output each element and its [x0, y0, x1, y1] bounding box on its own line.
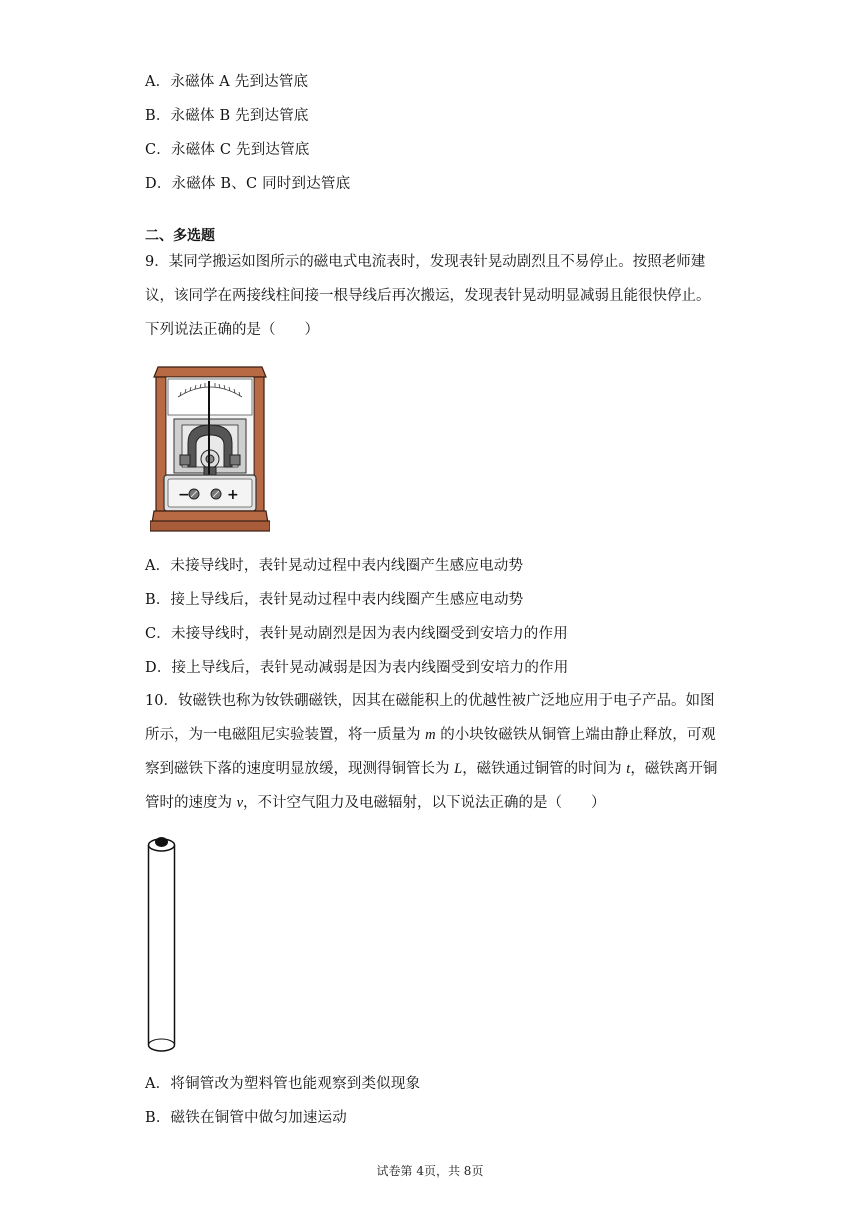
q9-option-c: C．未接导线时，表针晃动剧烈是因为表内线圈受到安培力的作用: [145, 626, 568, 642]
q10-stem-part-5: ，不计空气阻力及电磁辐射，以下说法正确的是（ ）: [243, 795, 606, 811]
q8-option-b: B．永磁体 B 先到达管底: [145, 108, 309, 124]
q10-stem-part-4: ，磁铁离开铜管时的速度为: [145, 761, 718, 811]
q10-option-b: B．磁铁在铜管中做匀加速运动: [145, 1110, 347, 1126]
page-footer: 试卷第 4页，共 8页: [376, 1164, 484, 1178]
magnet-icon: [155, 837, 168, 847]
q10-option-a: A．将铜管改为塑料管也能观察到类似现象: [145, 1076, 421, 1092]
q10-var-t: t: [626, 761, 631, 777]
q10-stem: [145, 684, 720, 820]
q10-var-v: v: [236, 795, 244, 811]
q8-option-a: A．永磁体 A 先到达管底: [145, 74, 309, 90]
q8-option-d: D．永磁体 B、C 同时到达管底: [145, 176, 351, 192]
q10-var-m: m: [425, 727, 436, 743]
q10-stem-part-1: 10．钕磁铁也称为钕铁硼磁铁，因其在磁能积上的优越性被广泛地应用于电子产品。如图所示，为一电磁阻尼实验装置，将一质量为: [145, 693, 715, 743]
q9-option-b: B．接上导线后，表针晃动过程中表内线圈产生感应电动势: [145, 592, 524, 608]
section-heading-multiple-choice: 二、多选题: [145, 228, 215, 244]
q8-option-c: C．永磁体 C 先到达管底: [145, 142, 310, 158]
plus-terminal-label: +: [227, 487, 239, 503]
q9-stem: 9．某同学搬运如图所示的磁电式电流表时，发现表针晃动剧烈且不易停止。按照老师建议，该同学在两接线柱间接一根导线后再次搬运，发现表针晃动明显减弱且能很快停止。下列说法正确的是（ ）: [145, 254, 711, 338]
q10-var-l: L: [454, 761, 463, 777]
q9-option-d: D．接上导线后，表针晃动减弱是因为表内线圈受到安培力的作用: [145, 660, 569, 676]
galvanometer-figure: [150, 363, 270, 533]
q10-stem-part-2: 的小块钕磁铁从铜管上端由静止释放，可观察到磁铁下落的速度明显放缓，现测得铜管长为: [145, 727, 716, 777]
copper-tube-figure: [144, 832, 184, 1058]
minus-terminal-label: −: [178, 487, 190, 503]
q9-option-a: A．未接导线时，表针晃动过程中表内线圈产生感应电动势: [145, 558, 524, 574]
q10-stem-part-3: ，磁铁通过铜管的时间为: [462, 761, 622, 777]
